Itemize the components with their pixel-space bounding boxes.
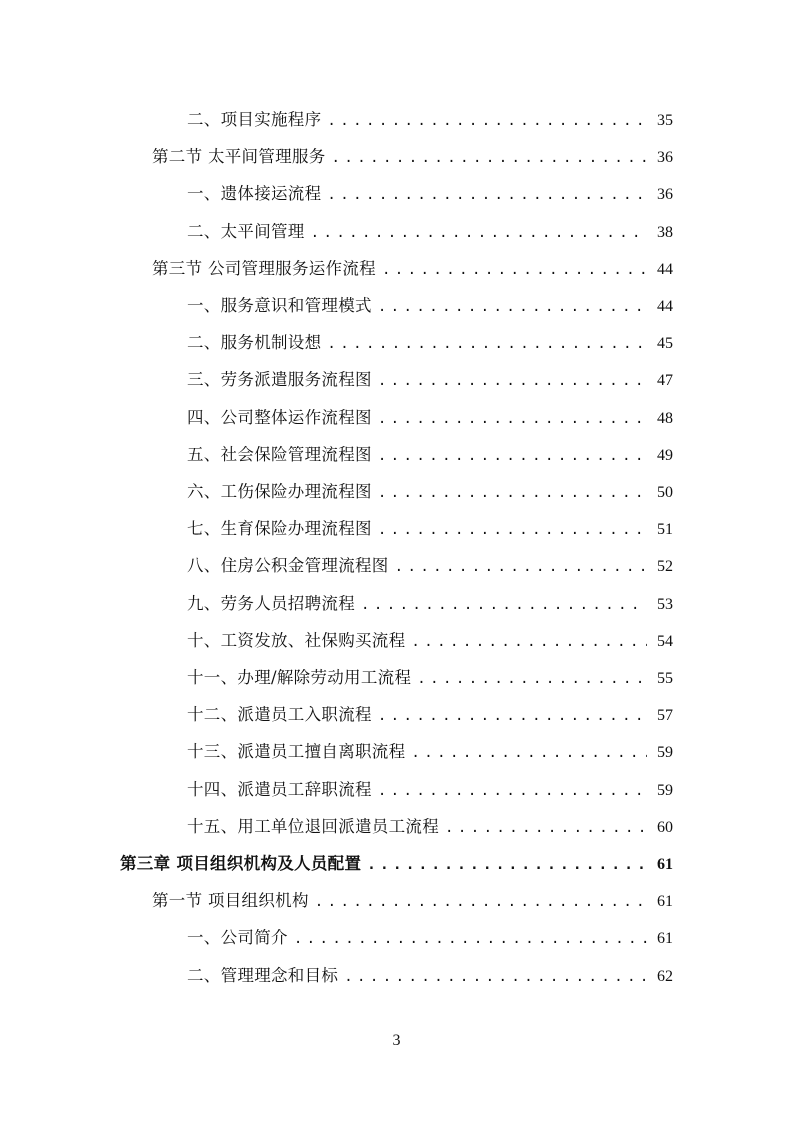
- toc-entry-title: 三、劳务派遣服务流程图: [187, 370, 372, 390]
- dot-leader: [411, 627, 647, 657]
- toc-entry-page: 48: [657, 409, 673, 427]
- toc-entry-title: 十五、用工单位退回派遣员工流程: [187, 816, 439, 836]
- dot-leader: [315, 887, 647, 917]
- dot-leader: [294, 924, 647, 954]
- dot-leader: [367, 850, 647, 880]
- toc-entry[interactable]: [187, 589, 673, 619]
- toc-entry-title: 二、管理理念和目标: [187, 965, 339, 985]
- toc-entry-page: 53: [657, 595, 673, 613]
- toc-entry-title: 十三、派遣员工擅自离职流程: [187, 742, 406, 762]
- toc-entry-page: 60: [657, 818, 673, 836]
- toc-entry-title: 第三节 公司管理服务运作流程: [152, 258, 376, 278]
- toc-entry[interactable]: [187, 775, 673, 805]
- toc-entry-title: 一、服务意识和管理模式: [187, 296, 372, 315]
- dot-leader: [378, 404, 647, 434]
- toc-entry-page: 61: [657, 893, 673, 911]
- toc-entry[interactable]: [152, 142, 673, 172]
- toc-entry-page: 55: [657, 670, 673, 687]
- toc-entry-title: 四、公司整体运作流程图: [187, 407, 372, 427]
- toc-entry-page: 38: [657, 223, 673, 241]
- dot-leader: [361, 590, 647, 620]
- toc-entry[interactable]: [187, 105, 673, 135]
- toc-entry-page: 44: [657, 298, 673, 315]
- dot-leader: [395, 552, 647, 582]
- dot-leader: [411, 738, 647, 768]
- toc-entry[interactable]: [152, 886, 673, 916]
- toc-entry[interactable]: [187, 737, 673, 767]
- dot-leader: [445, 813, 647, 843]
- toc-entry[interactable]: [187, 217, 673, 247]
- toc-entry[interactable]: [187, 291, 673, 321]
- dot-leader: [327, 106, 647, 136]
- toc-entry[interactable]: [187, 440, 673, 470]
- toc-entry-title: 五、社会保险管理流程图: [187, 444, 372, 464]
- dot-leader: [378, 478, 647, 508]
- dot-leader: [378, 366, 647, 396]
- dot-leader: [327, 180, 647, 210]
- toc-entry[interactable]: [187, 477, 673, 507]
- toc-entry-title: 二、项目实施程序: [187, 110, 322, 129]
- dot-leader: [378, 515, 647, 545]
- toc-entry[interactable]: [187, 812, 673, 842]
- toc-entry-page: 61: [657, 930, 673, 948]
- dot-leader: [378, 292, 647, 322]
- toc-entry-page: 62: [657, 967, 673, 985]
- toc-entry-title: 十、工资发放、社保购买流程: [187, 630, 406, 650]
- toc-entry-title: 十二、派遣员工入职流程: [187, 705, 372, 725]
- toc-entry[interactable]: [187, 365, 673, 395]
- toc-entry-title: 六、工伤保险办理流程图: [187, 482, 372, 501]
- toc-entry-page: 52: [657, 558, 673, 576]
- toc-entry[interactable]: [187, 626, 673, 656]
- toc-entry-title: 一、公司简介: [187, 928, 288, 948]
- page-number: 3: [392, 1032, 401, 1049]
- toc-entry-page: 59: [657, 744, 673, 762]
- toc-entry[interactable]: [187, 179, 673, 209]
- toc-entry-page: 54: [657, 632, 673, 650]
- dot-leader: [344, 962, 647, 992]
- toc-entry-page: 57: [657, 707, 673, 725]
- toc-entry-page: 47: [657, 372, 673, 390]
- dot-leader: [332, 143, 647, 173]
- toc-entry-title: 八、住房公积金管理流程图: [187, 556, 389, 576]
- toc-entry-page: 45: [657, 335, 673, 353]
- toc-entry[interactable]: [187, 923, 673, 953]
- toc-entry-title: 七、生育保险办理流程图: [187, 519, 372, 539]
- toc-entry-page: 49: [657, 446, 673, 464]
- dot-leader: [378, 701, 647, 731]
- toc-entry-title: 十一、办理/解除劳动用工流程: [187, 668, 412, 687]
- toc-entry-page: 35: [657, 112, 673, 129]
- toc-entry-page: 36: [657, 186, 673, 204]
- dot-leader: [378, 776, 647, 806]
- toc-entry[interactable]: [120, 849, 673, 879]
- toc-entry[interactable]: [187, 551, 673, 581]
- dot-leader: [417, 664, 647, 694]
- dot-leader: [327, 329, 647, 359]
- toc-entry-title: 九、劳务人员招聘流程: [187, 593, 355, 613]
- toc-entry-title: 二、太平间管理: [187, 221, 305, 241]
- toc-entry-page: 44: [657, 260, 673, 278]
- toc-entry-page: 36: [657, 149, 673, 167]
- dot-leader: [311, 218, 647, 248]
- toc-entry[interactable]: [187, 663, 673, 693]
- toc-entry-title: 二、服务机制设想: [187, 333, 322, 353]
- toc-entry-title: 十四、派遣员工辞职流程: [187, 779, 372, 799]
- toc-entry[interactable]: [187, 328, 673, 358]
- toc-entry-title: 第三章 项目组织机构及人员配置: [120, 854, 362, 873]
- toc-entry-title: 第二节 太平间管理服务: [152, 147, 326, 167]
- toc-entry[interactable]: [187, 514, 673, 544]
- toc-entry[interactable]: [187, 700, 673, 730]
- toc-entry-title: 一、遗体接运流程: [187, 184, 322, 204]
- dot-leader: [382, 255, 647, 285]
- toc-entry-page: 50: [657, 484, 673, 501]
- toc-entry[interactable]: [187, 961, 673, 991]
- dot-leader: [378, 441, 647, 471]
- toc-entry-page: 61: [657, 856, 673, 873]
- toc-entry-page: 59: [657, 781, 673, 799]
- toc-entry[interactable]: [152, 254, 673, 284]
- toc-entry-page: 51: [657, 521, 673, 539]
- toc-entry-title: 第一节 项目组织机构: [152, 891, 309, 911]
- toc-entry[interactable]: [187, 403, 673, 433]
